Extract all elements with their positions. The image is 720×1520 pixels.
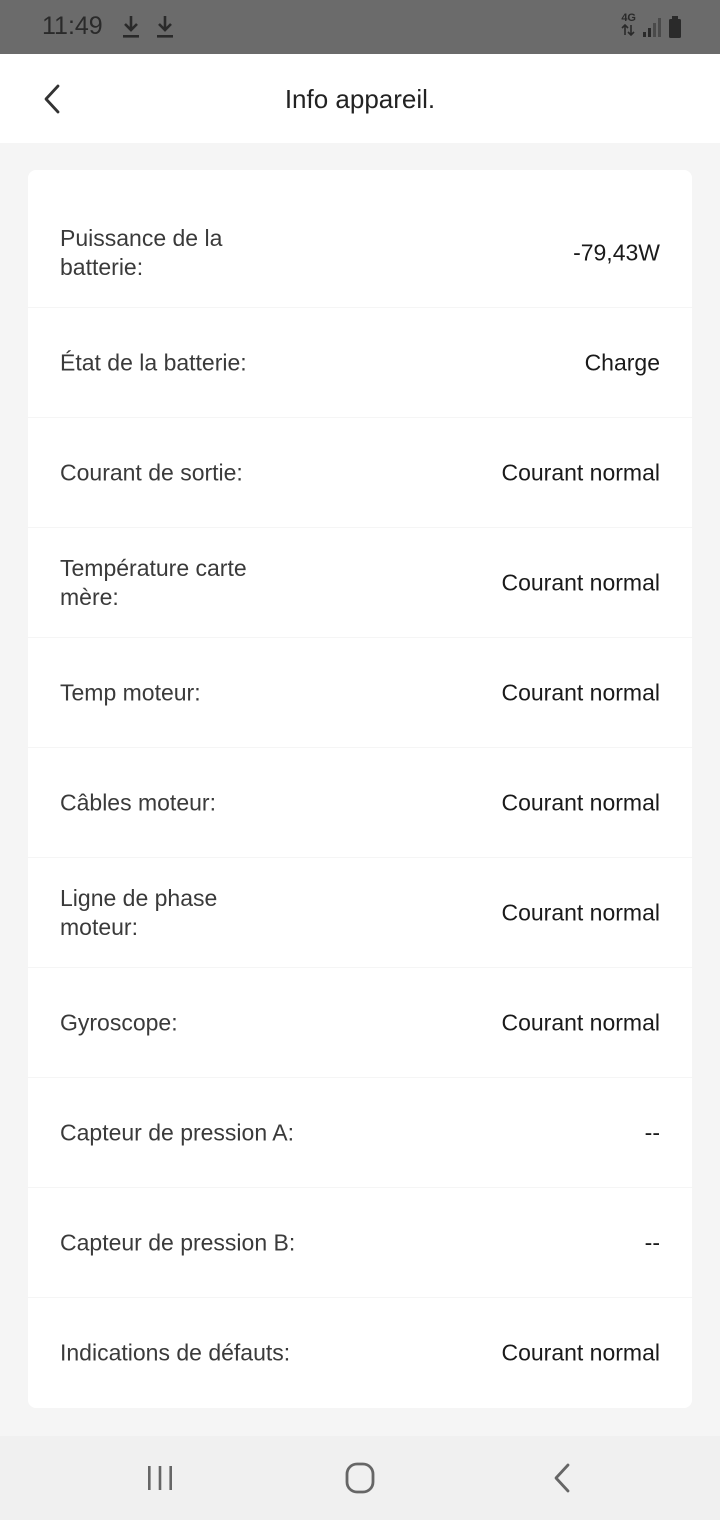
row-value: Courant normal — [501, 459, 660, 485]
list-top-strip — [28, 170, 692, 198]
row-pressure-sensor-a — [28, 1078, 692, 1188]
download-icon — [120, 14, 142, 40]
download-icon — [154, 14, 176, 40]
network-label: 4G — [621, 12, 636, 24]
row-battery-power — [28, 198, 692, 308]
row-value: -79,43W — [573, 239, 660, 265]
row-label: Gyroscope: — [60, 1009, 178, 1035]
row-label: Capteur de pression A: — [60, 1119, 294, 1145]
row-value: Courant normal — [501, 1339, 660, 1366]
row-label: Indications de défauts: — [60, 1339, 291, 1366]
row-label: Ligne de phase moteur: — [60, 884, 218, 940]
row-output-current — [28, 418, 692, 528]
row-motor-phase-line — [28, 858, 692, 968]
row-pressure-sensor-b — [28, 1188, 692, 1298]
home-icon[interactable] — [340, 1460, 380, 1496]
row-value: Courant normal — [501, 1009, 660, 1035]
row-battery-state — [28, 308, 692, 418]
battery-icon — [668, 16, 682, 38]
row-value: -- — [644, 1229, 660, 1255]
row-label: Puissance de la batterie: — [60, 224, 223, 280]
status-bar — [0, 0, 720, 54]
data-arrows-icon — [621, 24, 635, 36]
row-motherboard-temp — [28, 528, 692, 638]
back-icon[interactable] — [542, 1460, 582, 1496]
row-value: Charge — [584, 349, 660, 375]
row-value: -- — [644, 1119, 660, 1145]
row-label: Température carte mère: — [60, 554, 247, 610]
page-title: Info appareil. — [284, 84, 436, 114]
recent-apps-icon[interactable] — [140, 1460, 180, 1496]
row-motor-temp — [28, 638, 692, 748]
row-value: Courant normal — [501, 679, 660, 705]
row-motor-cables — [28, 748, 692, 858]
app-header — [0, 54, 720, 143]
row-label: Capteur de pression B: — [60, 1229, 296, 1255]
row-label: Courant de sortie: — [60, 459, 243, 485]
row-value: Courant normal — [501, 789, 660, 815]
row-value: Courant normal — [501, 899, 660, 925]
status-time: 11:49 — [42, 12, 103, 40]
row-fault-indications — [28, 1298, 692, 1408]
row-label: Temp moteur: — [60, 679, 201, 705]
system-nav-bar — [0, 1436, 720, 1520]
signal-icon — [642, 16, 662, 38]
row-label: Câbles moteur: — [60, 789, 216, 815]
row-label: État de la batterie: — [60, 349, 247, 375]
network-indicator — [621, 13, 636, 41]
device-info-list — [28, 170, 692, 1408]
row-value: Courant normal — [501, 569, 660, 595]
row-gyroscope — [28, 968, 692, 1078]
